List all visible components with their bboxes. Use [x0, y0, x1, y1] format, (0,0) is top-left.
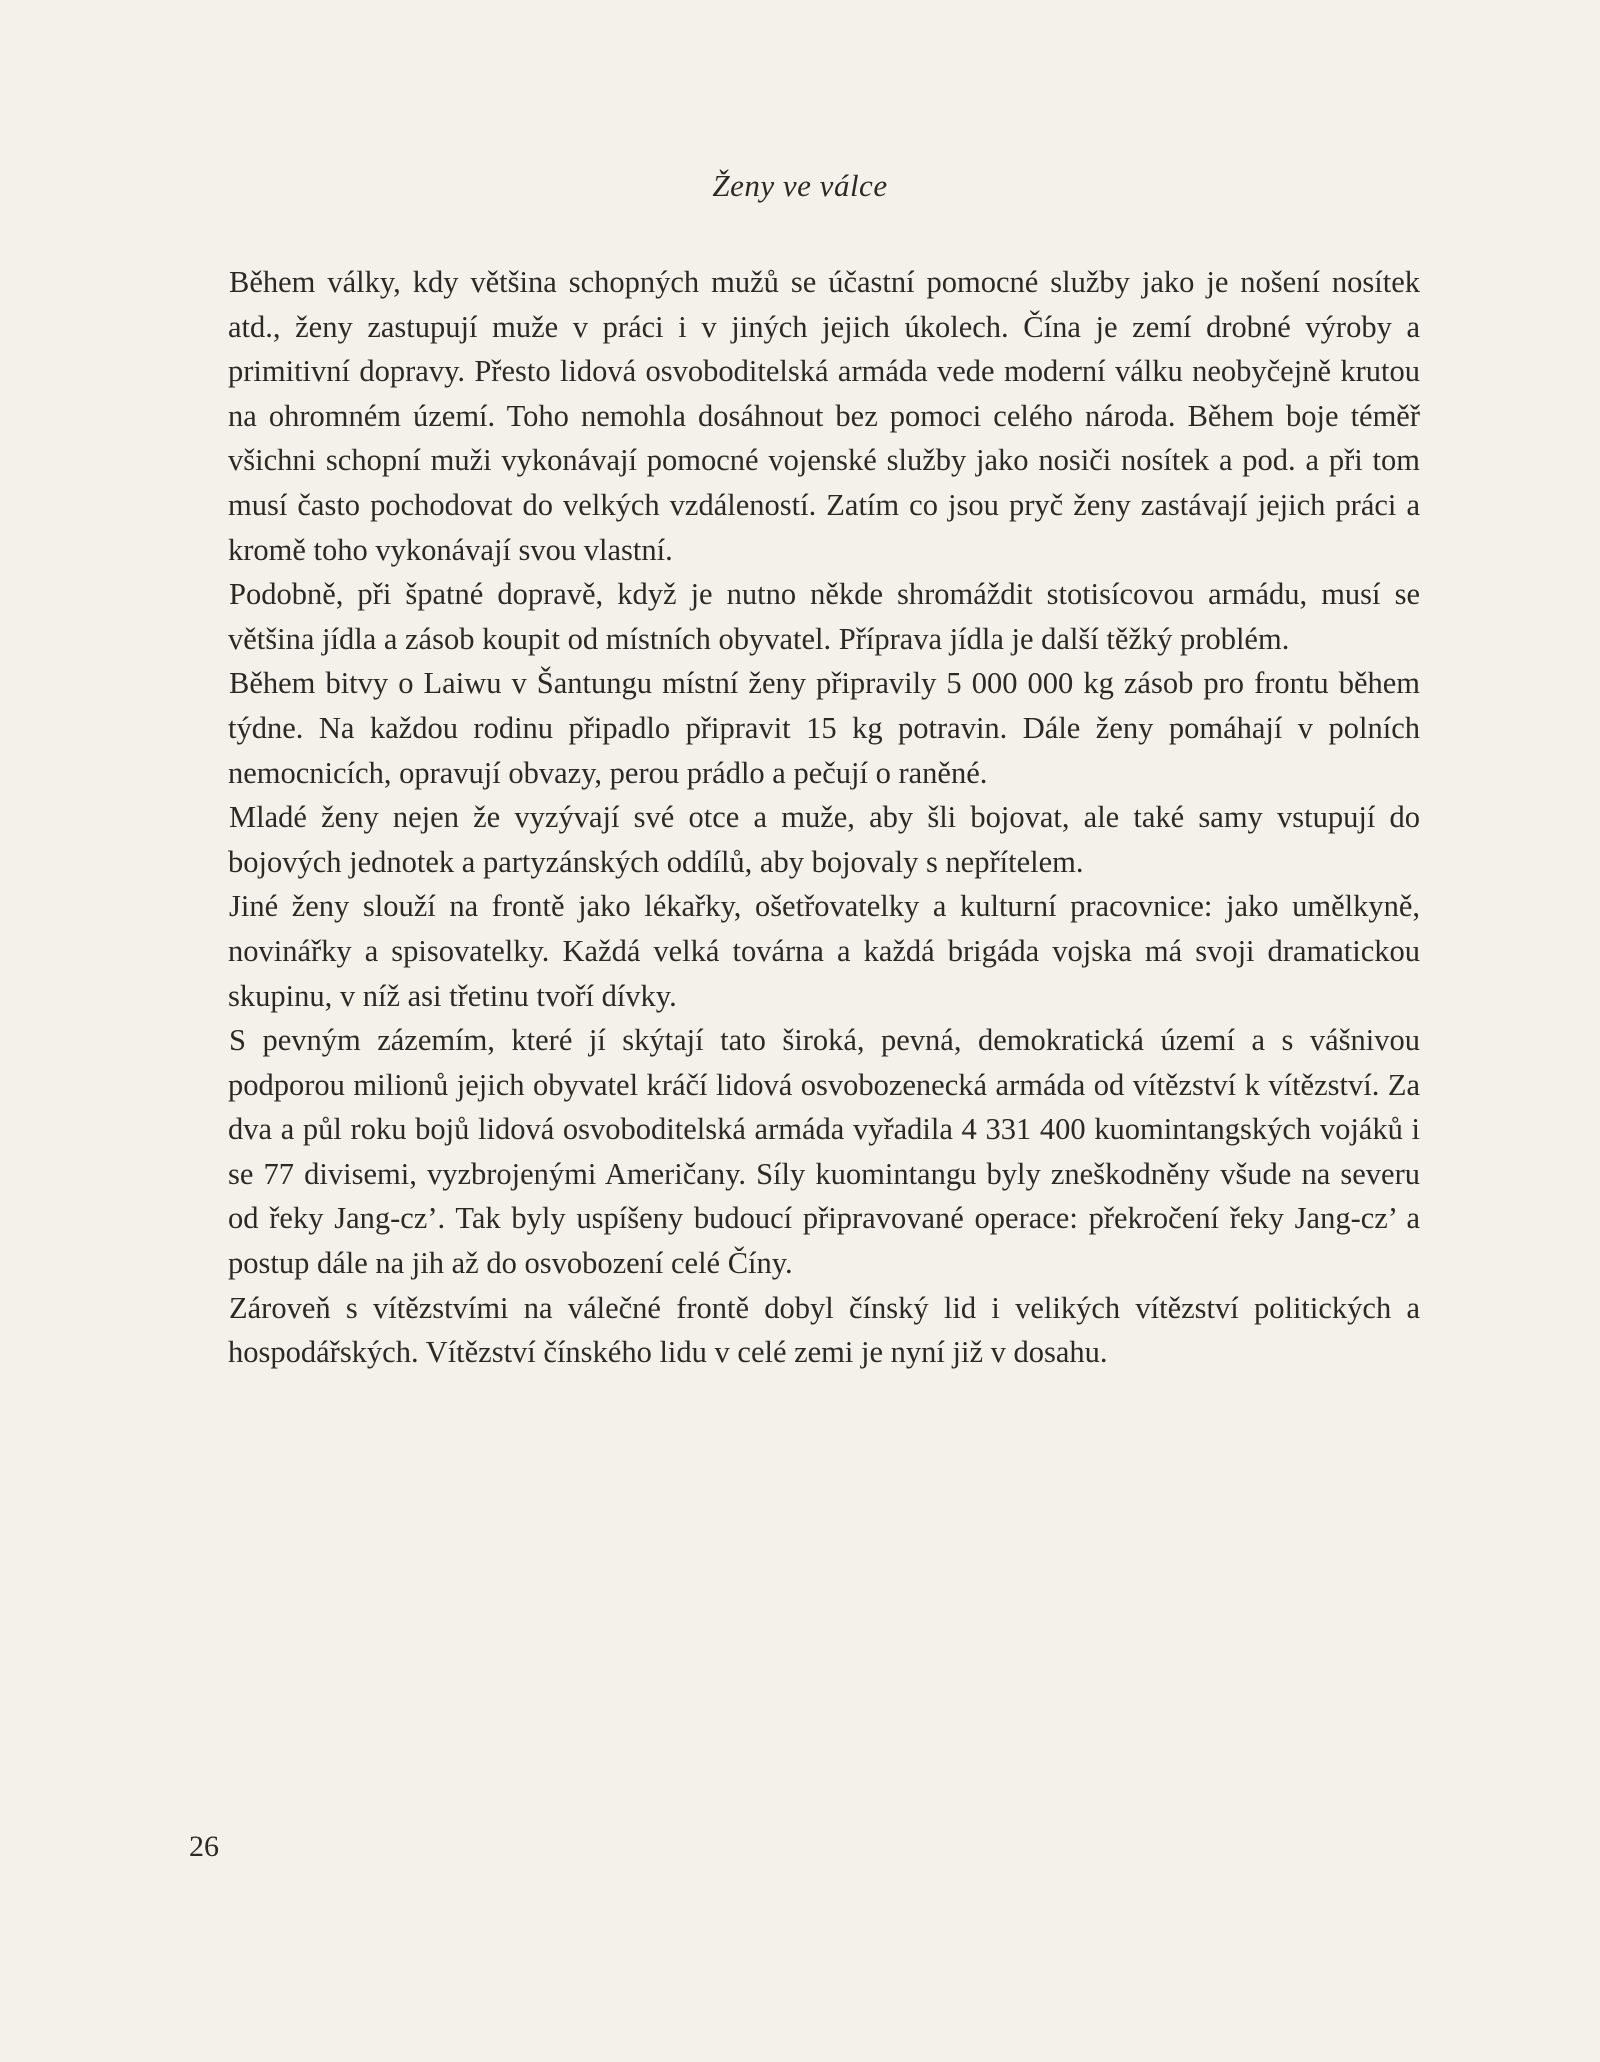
paragraph: Podobně, při špatné dopravě, když je nutno někde shromáždit stotisícovou armádu, musí se většina jídla a zásob koupit od místních obyvatel. Příprava jídla je další těžký problém.	[228, 577, 1420, 656]
paragraph: Zároveň s vítězstvími na válečné frontě dobyl čínský lid i velikých vítězství politických a hospodářských. Vítězství čínského lidu v celé zemi je nyní již v dosahu.	[228, 1290, 1420, 1370]
paragraph: Během války, kdy většina schopných mužů se účastní pomocné služby jako je nošení nosítek atd., ženy zastupují muže v práci i v jiných jejich úkolech. Čína je zemí drobné výroby a primitivní dopravy. Přesto lidová osvoboditelská armáda vede moderní válku neobyčejně krutou na ohromném území. Toho nemohla dosáhnout bez pomoci celého národa. Během boje téměř všichni schopní muži vykonávají pomocné vojenské služby jako nosiči nosítek a pod. a při tom musí často pochodovat do velkých vzdáleností. Zatím co jsou pryč ženy zastávají jejich práci a kromě toho vykonávají svou vlastní.	[228, 265, 1420, 567]
paragraph: Mladé ženy nejen že vyzývají své otce a muže, aby šli bojovat, ale také samy vstupují do bojových jednotek a partyzánských oddílů, aby bojovaly s nepřítelem.	[228, 800, 1420, 879]
page-number: 26	[189, 1830, 219, 1863]
running-header: Ženy ve válce	[712, 168, 888, 203]
paragraph: Během bitvy o Laiwu v Šantungu místní ženy připravily 5 000 000 kg zásob pro frontu během týdne. Na každou rodinu připadlo připravit 15 kg potravin. Dále ženy pomáhají v polních nemocnicích, opravují obvazy, perou prádlo a pečují o raněné.	[228, 666, 1420, 790]
paragraph: Jiné ženy slouží na frontě jako lékařky, ošetřovatelky a kulturní pracovnice: jako umělkyně, novinářky a spisovatelky. Každá velká továrna a každá brigáda vojska má svoji dramatickou skupinu, v níž asi třetinu tvoří dívky.	[228, 889, 1420, 1013]
paragraph: S pevným zázemím, které jí skýtají tato široká, pevná, demokratická území a s vášnivou podporou milionů jejich obyvatel kráčí lidová osvobozenecká armáda od vítězství k vítězství. Za dva a půl roku bojů lidová osvoboditelská armáda vyřadila 4 331 400 kuomintangských vojáků i se 77 divisemi, vyzbrojenými Američany. Síly kuomintangu byly zneškodněny všude na severu od řeky Jang-cz’. Tak byly uspíšeny budoucí připravované operace: překročení řeky Jang-cz’ a postup dále na jih až do osvobození celé Číny.	[228, 1023, 1420, 1281]
body-text	[228, 260, 1420, 1375]
